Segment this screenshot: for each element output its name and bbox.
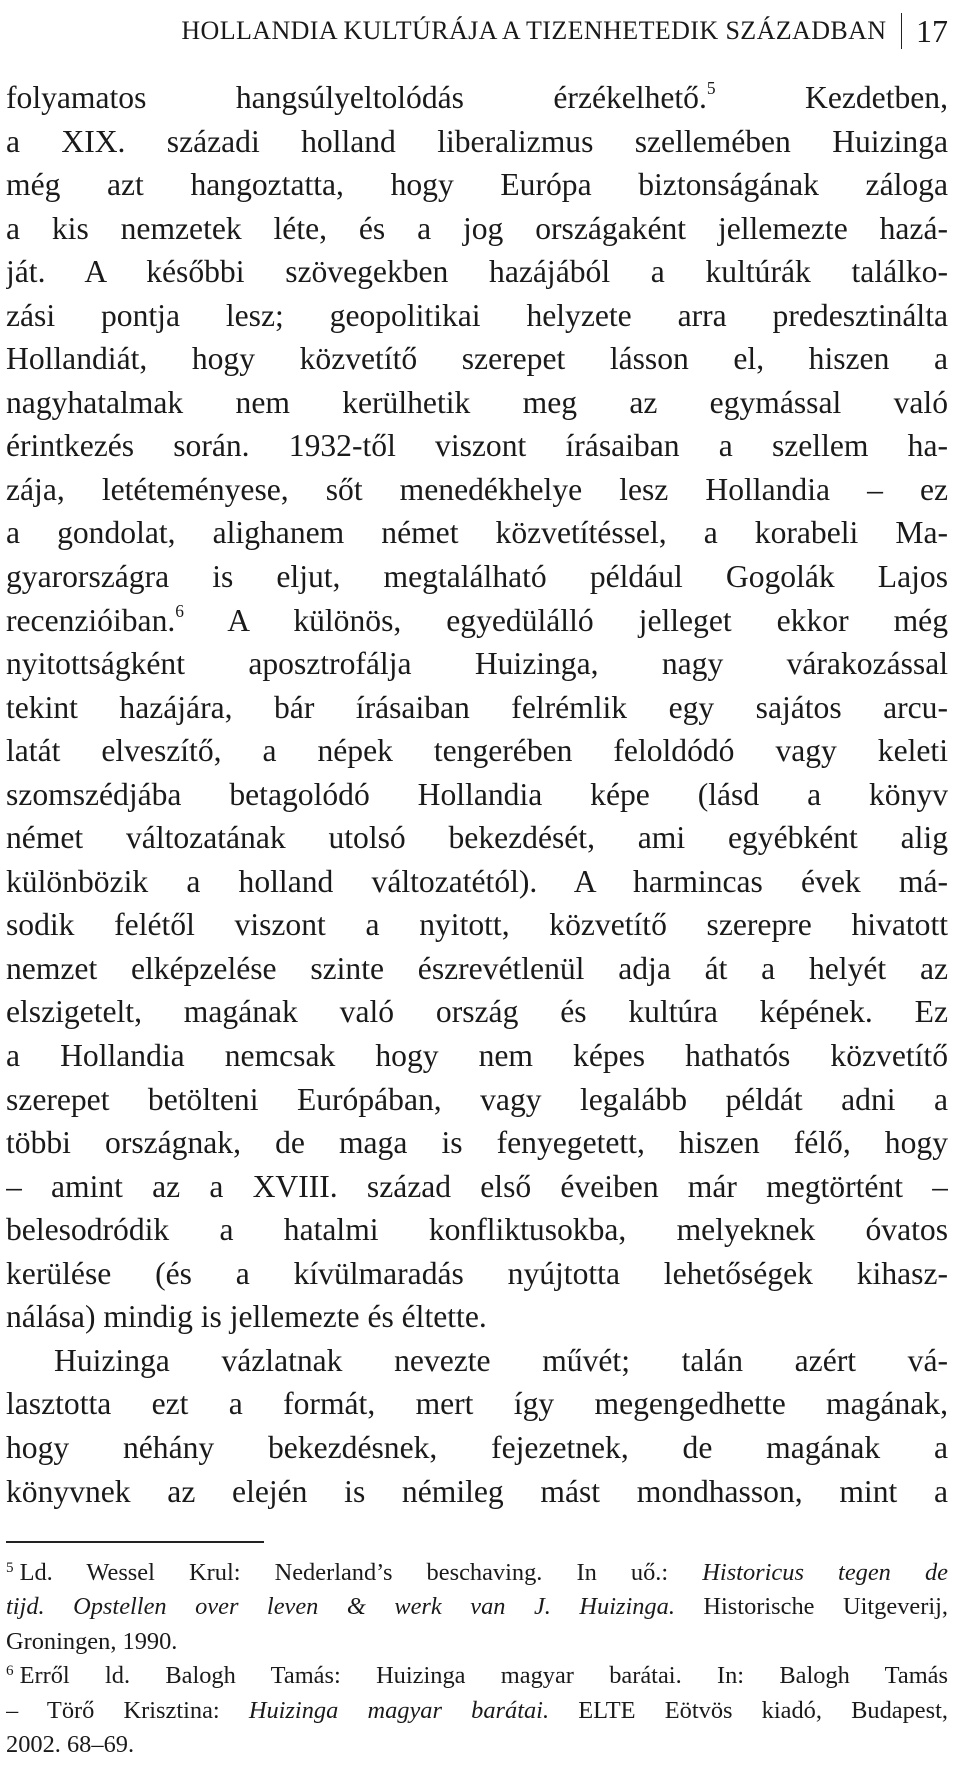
- text-line: kerülése (és a kívülmaradás nyújtotta lehetőségek kihasz-: [6, 1255, 948, 1291]
- footnote-line: Groningen, 1990.: [6, 1627, 178, 1655]
- footnote-6: [6, 1659, 948, 1762]
- text-line: a kis nemzetek léte, és a jog országaként jellemezte hazá-: [6, 210, 948, 246]
- text-line: szomszédjába betagolódó Hollandia képe (lásd a könyv: [6, 776, 948, 812]
- text-line: különbözik a holland változatétól). A harmincas évek má-: [6, 863, 948, 899]
- footnote-line: 2002. 68–69.: [6, 1731, 135, 1759]
- text-line: elszigetelt, magának való ország és kultúra képének. Ez: [6, 994, 948, 1030]
- text-line: szerepet betölteni Európában, vagy legalább példát adni a: [6, 1081, 948, 1117]
- text-line: Hollandiát, hogy közvetítő szerepet lásson el, hiszen a: [6, 341, 948, 377]
- text-line: a XIX. századi holland liberalizmus szellemében Huizinga: [6, 123, 948, 159]
- text-line: tekint hazájára, bár írásaiban felrémlik egy sajátos arcu-: [6, 689, 948, 725]
- text-line: még azt hangoztatta, hogy Európa biztonságának záloga: [6, 167, 948, 203]
- text-line: könyvnek az elején is némileg mást mondhasson, mint a: [6, 1473, 948, 1509]
- footnote-line: – Törő Krisztina: Huizinga magyar barátai. ELTE Eötvös kiadó, Budapest,: [6, 1696, 948, 1724]
- text-line: belesodródik a hatalmi konfliktusokba, melyeknek óvatos: [6, 1212, 948, 1248]
- text-line: a Hollandia nemcsak hogy nem képes hathatós közvetítő: [6, 1038, 948, 1074]
- footnote-number: 6: [6, 1662, 14, 1679]
- body-text: [6, 76, 948, 1513]
- text-line: többi országnak, de maga is fenyegetett, hiszen félő, hogy: [6, 1125, 948, 1161]
- text-line: Huizinga vázlatnak nevezte művét; talán azért vá-: [54, 1342, 948, 1378]
- running-head: HOLLANDIA KULTÚRÁJA A TIZENHETEDIK SZÁZADBAN: [181, 16, 887, 45]
- text-line: a gondolat, alighanem német közvetítéssel, a korabeli Ma-: [6, 515, 948, 551]
- page-header: [12, 8, 948, 54]
- text-line: folyamatos hangsúlyeltolódás érzékelhető.$^5$ Kezdetben,: [6, 79, 948, 115]
- footnote-line: $^6$ Erről ld. Balogh Tamás: Huizinga magyar barátai. In: Balogh Tamás: [6, 1662, 948, 1690]
- text-line: recenzióiban.$^6$ A különös, egyedülálló jelleget ekkor még: [6, 601, 948, 638]
- footnote-ref-5[interactable]: 5: [706, 79, 716, 99]
- text-line: érintkezés során. 1932-től viszont írásaiban a szellem ha-: [6, 428, 948, 464]
- text-line: német változatának utolsó bekezdését, ami egyébként alig: [6, 820, 948, 856]
- page-number: 17: [916, 12, 948, 49]
- footnote-line: tijd. Opstellen over leven & werk van J. Huizinga. Historische Uitgeverij,: [6, 1593, 948, 1621]
- footnotes: [6, 1556, 948, 1762]
- text-line: gyarországra is eljut, megtalálható például Gogolák Lajos: [6, 559, 948, 595]
- footnote-ref-6[interactable]: 6: [175, 601, 184, 621]
- text-line: ját. A későbbi szövegekben hazájából a kultúrák találko-: [6, 254, 948, 290]
- text-line: latát elveszítő, a népek tengerében feloldódó vagy keleti: [6, 733, 948, 769]
- header-divider: [901, 13, 903, 49]
- text-line: zási pontja lesz; geopolitikai helyzete arra predesztinálta: [6, 297, 948, 333]
- footnote-divider: [6, 1541, 264, 1543]
- footnote-line: $^5$ Ld. Wessel Krul: Nederland’s beschaving. In uő.: Historicus tegen de: [6, 1559, 948, 1586]
- footnote-number: 5: [6, 1559, 14, 1576]
- text-line: hogy néhány bekezdésnek, fejezetnek, de magának a: [6, 1429, 948, 1465]
- text-line: zája, letéteményese, sőt menedékhelye lesz Hollandia – ez: [6, 471, 948, 507]
- text-line: – amint az a XVIII. század első éveiben már megtörtént –: [6, 1168, 948, 1204]
- text-line: lasztotta ezt a formát, mert így megengedhette magának,: [6, 1386, 948, 1422]
- text-line: sodik felétől viszont a nyitott, közvetítő szerepre hivatott: [6, 907, 948, 943]
- text-line: nemzet elképzelése szinte észrevétlenül adja át a helyét az: [6, 950, 948, 986]
- footnote-5: [6, 1556, 948, 1659]
- text-line: nyitottságként aposztrofálja Huizinga, nagy várakozással: [6, 646, 948, 682]
- paragraph-2: [6, 1339, 948, 1513]
- text-line: nagyhatalmak nem kerülhetik meg az egymással való: [6, 384, 948, 420]
- text-line: nálása) mindig is jellemezte és éltette.: [6, 1299, 487, 1335]
- paragraph-1: [6, 76, 948, 1339]
